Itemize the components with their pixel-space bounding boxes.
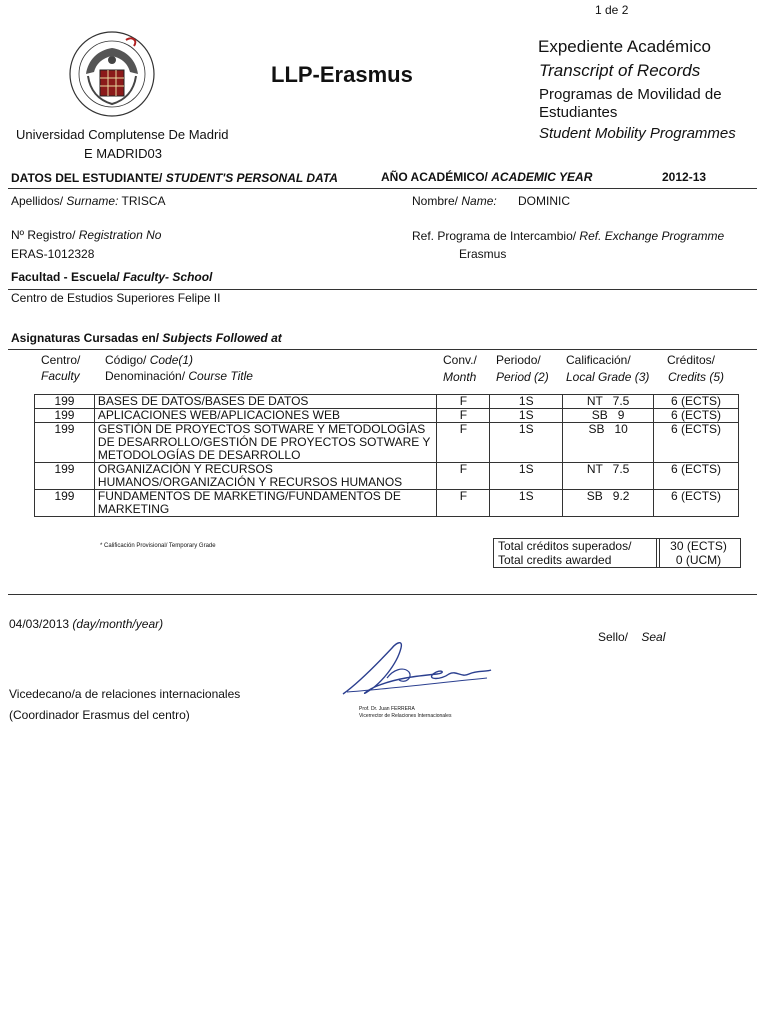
divider — [8, 188, 757, 189]
total-label-en: Total credits awarded — [498, 553, 612, 567]
registration-label: Nº Registro/ Registration No — [11, 228, 162, 242]
cell-credits: 6 (ECTS) — [654, 395, 739, 409]
temporary-grade-footnote: * Calificación Provisional/ Temporary Grade — [100, 543, 216, 549]
cell-credits: 6 (ECTS) — [654, 423, 739, 463]
col-header-conv-es: Conv./ — [443, 353, 477, 367]
col-header-calif-es: Calificación/ — [566, 353, 631, 367]
cell-title: ORGANIZACIÓN Y RECURSOS HUMANOS/ORGANIZACIÓN Y RECURSOS HUMANOS — [94, 463, 437, 490]
col-header-periodo-es: Periodo/ — [496, 353, 541, 367]
cell-grade: SB 9 — [563, 409, 654, 423]
signer-role-line2: (Coordinador Erasmus del centro) — [9, 708, 190, 722]
issue-date: 04/03/2013 (day/month/year) — [9, 617, 164, 631]
page-number: 1 de 2 — [595, 3, 629, 17]
cell-conv: F — [437, 423, 490, 463]
cell-grade: NT 7.5 — [563, 463, 654, 490]
total-credits-value-box — [656, 538, 741, 568]
cell-title: GESTIÓN DE PROYECTOS SOTWARE Y METODOLOGÍAS DE DESARROLLO/GESTIÓN DE PROYECTOS SOTWARE Y METODOLOGÍAS DE DESARROLLO — [94, 423, 437, 463]
table-row — [35, 409, 739, 423]
cell-conv: F — [437, 463, 490, 490]
cell-credits: 6 (ECTS) — [654, 463, 739, 490]
cell-title: APLICACIONES WEB/APLICACIONES WEB — [94, 409, 437, 423]
name-value: DOMINIC — [518, 194, 570, 208]
cell-grade: SB 10 — [563, 423, 654, 463]
programmes-es: Programas de Movilidad de Estudiantes — [539, 86, 722, 121]
col-header-creditos-es: Créditos/ — [667, 353, 716, 367]
cell-title: BASES DE DATOS/BASES DE DATOS — [94, 395, 437, 409]
programmes-en: Student Mobility Programmes — [539, 125, 736, 142]
cell-period: 1S — [490, 463, 563, 490]
cell-period: 1S — [490, 423, 563, 463]
total-credits-label-box — [493, 538, 660, 568]
cell-credits: 6 (ECTS) — [654, 490, 739, 517]
subjects-table — [34, 394, 739, 517]
academic-year-value: 2012-13 — [662, 170, 707, 184]
surname-value: TRISCA — [121, 194, 166, 208]
cell-grade: SB 9.2 — [563, 490, 654, 517]
faculty-label: Facultad - Escuela/ Faculty- School — [11, 270, 213, 284]
cell-period: 1S — [490, 395, 563, 409]
col-header-codigo: Código/ Code(1) — [105, 353, 194, 367]
divider — [8, 349, 757, 350]
cell-period: 1S — [490, 490, 563, 517]
seal-label: Sello/ Seal — [598, 630, 666, 644]
cell-faculty: 199 — [35, 409, 95, 423]
page-title: LLP-Erasmus — [271, 62, 413, 87]
signer-role-line1: Vicedecano/a de relaciones internacionales — [9, 687, 241, 701]
divider — [8, 594, 757, 595]
table-row — [35, 490, 739, 517]
programme-value: Erasmus — [459, 247, 507, 261]
cell-credits: 6 (ECTS) — [654, 409, 739, 423]
registration-value: ERAS-1012328 — [11, 247, 95, 261]
table-row — [35, 463, 739, 490]
col-header-conv-en: Month — [443, 370, 477, 384]
total-ects: 30 (ECTS) — [670, 539, 727, 553]
academic-year-label: AÑO ACADÉMICO/ ACADEMIC YEAR — [381, 170, 593, 184]
cell-conv: F — [437, 409, 490, 423]
cell-conv: F — [437, 490, 490, 517]
cell-faculty: 199 — [35, 423, 95, 463]
col-header-centro-en: Faculty — [41, 369, 80, 383]
cell-faculty: 199 — [35, 395, 95, 409]
table-row — [35, 395, 739, 409]
cell-conv: F — [437, 395, 490, 409]
col-header-calif-en: Local Grade (3) — [566, 370, 650, 384]
doc-title-en: Transcript of Records — [539, 61, 701, 80]
col-header-creditos-en: Credits (5) — [668, 370, 725, 384]
cell-faculty: 199 — [35, 490, 95, 517]
total-label-es: Total créditos superados/ — [498, 539, 632, 553]
university-name: Universidad Complutense De Madrid — [16, 127, 229, 142]
surname-field: Apellidos/ Surname: TRISCA — [11, 194, 166, 208]
col-header-periodo-en: Period (2) — [496, 370, 549, 384]
university-seal-logo — [68, 30, 156, 122]
col-header-centro-es: Centro/ — [41, 353, 81, 367]
table-row — [35, 423, 739, 463]
signer-title: Vicerrector de Relaciones Internacionales — [359, 713, 452, 719]
total-ucm: 0 (UCM) — [675, 553, 722, 567]
university-code: E MADRID03 — [84, 146, 163, 161]
signer-name: Prof. Dr. Juan FERRERA — [359, 706, 415, 712]
cell-period: 1S — [490, 409, 563, 423]
cell-title: FUNDAMENTOS DE MARKETING/FUNDAMENTOS DE MARKETING — [94, 490, 437, 517]
name-label: Nombre/ Name: — [412, 194, 497, 208]
doc-title-es: Expediente Académico — [538, 37, 711, 56]
signature-image — [337, 634, 497, 706]
student-section-heading: DATOS DEL ESTUDIANTE/ STUDENT'S PERSONAL DATA — [11, 171, 338, 185]
divider — [8, 289, 757, 290]
subjects-section-heading: Asignaturas Cursadas en/ Subjects Followed at — [11, 331, 282, 345]
col-header-denominacion: Denominación/ Course Title — [105, 369, 253, 383]
cell-faculty: 199 — [35, 463, 95, 490]
faculty-value: Centro de Estudios Superiores Felipe II — [11, 291, 221, 305]
cell-grade: NT 7.5 — [563, 395, 654, 409]
programme-label: Ref. Programa de Intercambio/ Ref. Exchange Programme — [412, 229, 725, 243]
